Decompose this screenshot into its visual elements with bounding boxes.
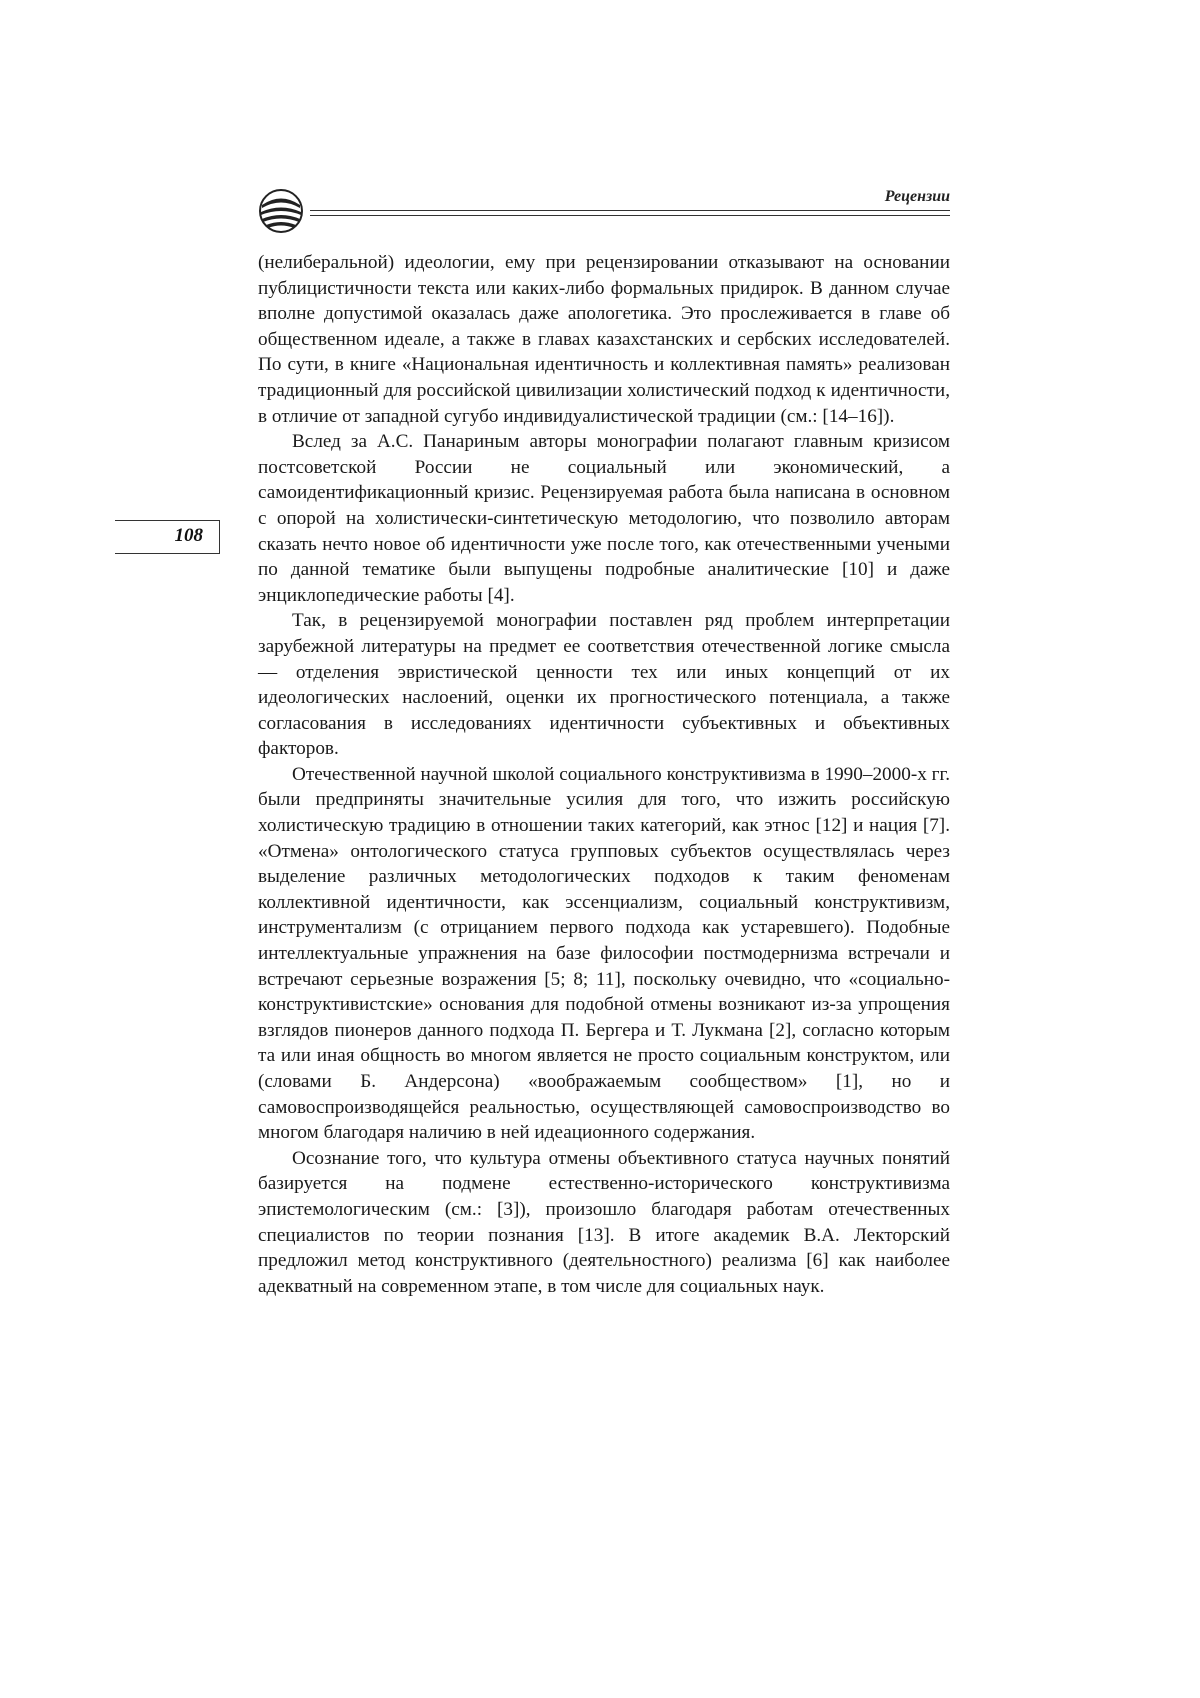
paragraph-panarin: Вслед за А.С. Панариным авторы монографии полагают главным кризисом постсоветской России не социальный или экономический, а самоидентификационный кризис. Рецензируемая работа была написана в основном с опорой на холистически-синтетическую методологию, что позволило авторам сказать нечто новое об идентичности уже после того, как отечественными учеными по данной тематике были выпущены подробные аналитические [10] и даже энциклопедические работы [4]. bbox=[258, 431, 950, 606]
running-header bbox=[258, 188, 950, 240]
section-title: Рецензии bbox=[884, 188, 950, 205]
paragraph-continuation: (нелиберальной) идеологии, ему при рецензировании отказывают на основании публицистичности текста или каких-либо формальных придирок. В данном случае вполне допустимой оказалась даже апологетика. Это прослеживается в главе об общественном идеале, а также в главах казахстанских и сербских исследователей. По сути, в книге «Национальная идентичность и коллективная память» реализован традиционный для российской цивилизации холистический подход к идентичности, в отличие от западной сугубо индивидуалистической традиции (см.: [14–16]). bbox=[258, 252, 950, 427]
page-number-box bbox=[115, 520, 220, 554]
header-rule-bottom bbox=[310, 215, 950, 216]
paragraph-social-constructivism: Отечественной научной школой социального конструктивизма в 1990–2000-х гг. были предприняты значительные усилия для того, что изжить российскую холистическую традицию в отношении таких категорий, как этнос [12] и нация [7]. «Отмена» онтологического статуса групповых субъектов осуществлялась через выделение различных методологических подходов к таким феноменам коллективной идентичности, как эссенциализм, социальный конструктивизм, инструментализм (с отрицанием первого подхода как устаревшего). Подобные интеллектуальные упражнения на базе философии постмодернизма встречали и встречают серьезные возражения [5; 8; 11], поскольку очевидно, что «социально-конструктивистские» основания для подобной отмены возникают из-за упрощения взглядов пионеров данного подхода П. Бергера и Т. Лукмана [2], согласно которым та или иная общность во многом является не просто социальным конструктом, или (словами Б. Андерсона) «воображаемым сообществом» [1], но и самовоспроизводящейся реальностью, осуществляющей самовоспроизводство во многом благодаря наличию в ней идеационного содержания. bbox=[258, 763, 950, 1144]
journal-logo-icon bbox=[258, 188, 304, 234]
article-body bbox=[258, 250, 950, 1299]
header-rule-top bbox=[310, 210, 950, 211]
page-number: 108 bbox=[174, 525, 203, 546]
paragraph-interpretation-problems: Так, в рецензируемой монографии поставлен ряд проблем интерпретации зарубежной литературы на предмет ее соответствия отечественной логике смысла — отделения эвристической ценности тех или иных концепций от их идеологических наслоений, оценки их прогностического потенциала, а также согласования в исследованиях идентичности субъективных и объективных факторов. bbox=[258, 610, 950, 760]
paragraph-constructive-realism: Осознание того, что культура отмены объективного статуса научных понятий базируется на подмене естественно-исторического конструктивизма эпистемологическим (см.: [3]), произошло благодаря работам отечественных специалистов по теории познания [13]. В итоге академик В.А. Лекторский предложил метод конструктивного (деятельностного) реализма [6] как наиболее адекватный на современном этапе, в том числе для социальных наук. bbox=[258, 1147, 950, 1297]
